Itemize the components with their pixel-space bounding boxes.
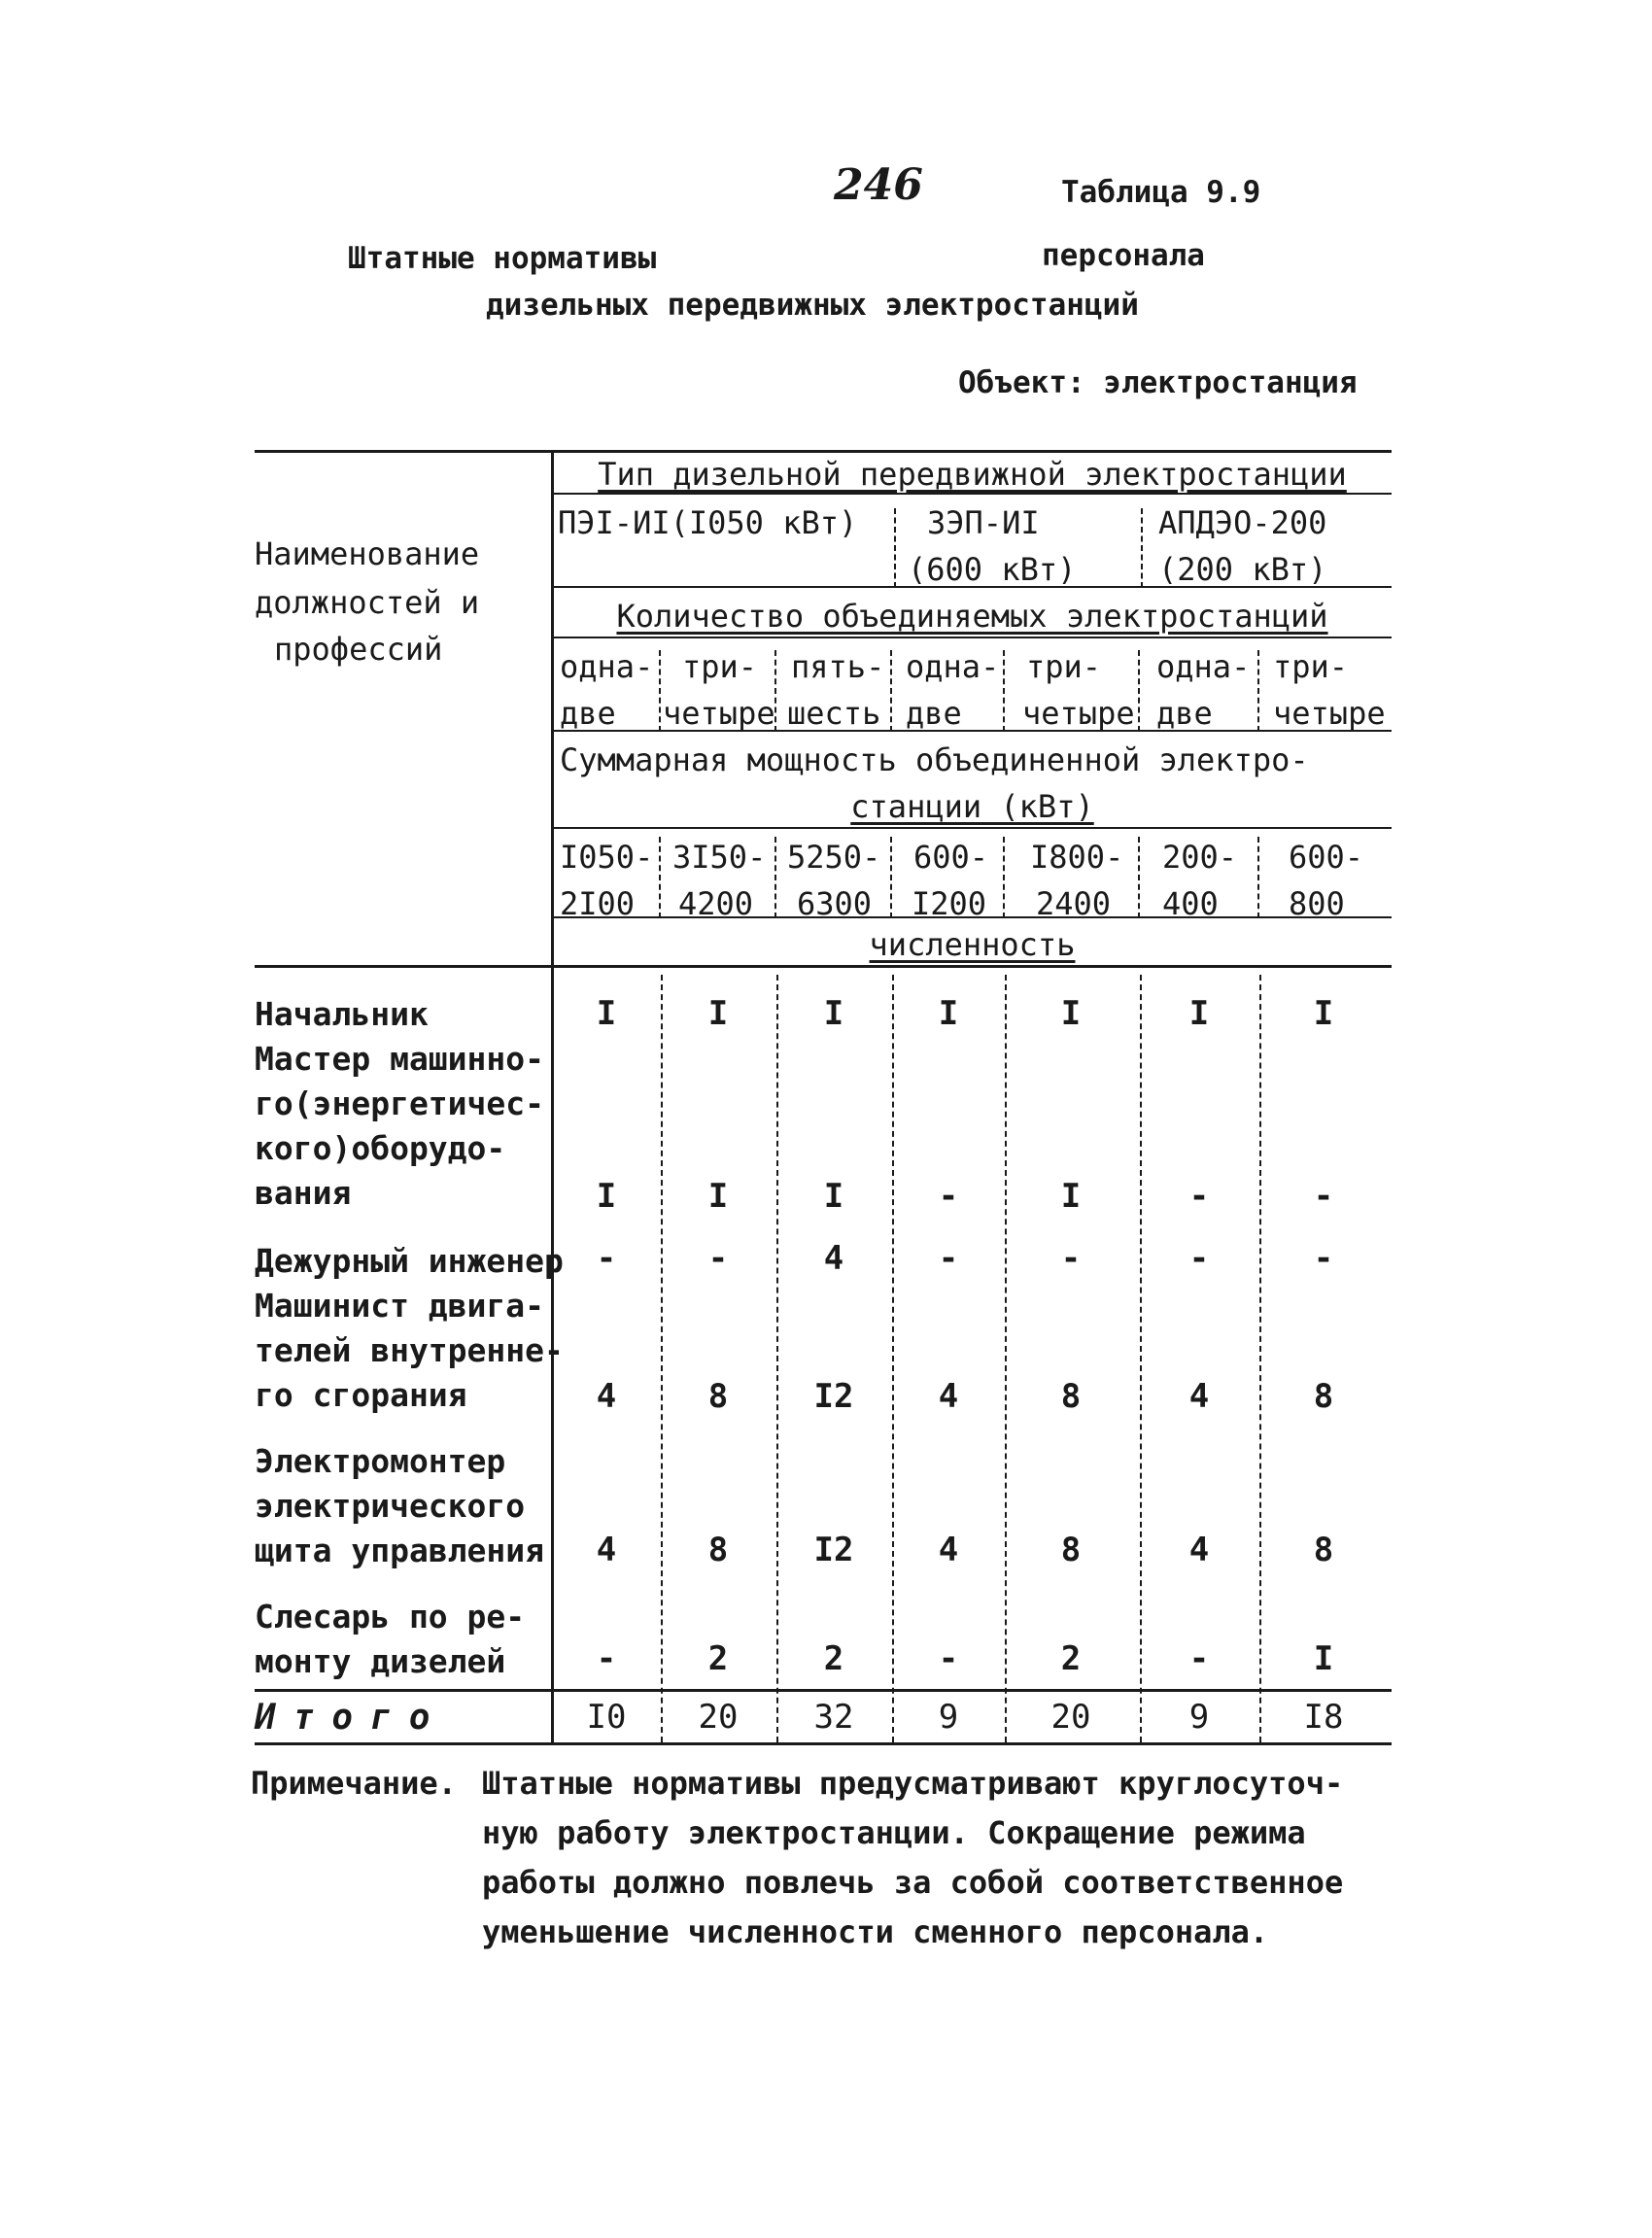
row-3-value-2: - [707, 1239, 729, 1278]
row-5-name-line-2: электрического [255, 1487, 526, 1525]
row-2-value-1: I [596, 1177, 617, 1216]
row-2-value-4: - [938, 1177, 959, 1216]
row-4-value-3: I2 [813, 1377, 854, 1416]
row-5-value-2: 8 [707, 1531, 729, 1569]
type-3-line2: (200 кВт) [1158, 551, 1327, 588]
row-6-value-3: 2 [823, 1639, 844, 1678]
row-3-value-4: - [938, 1239, 959, 1278]
power-1-b: 2I00 [560, 885, 636, 922]
row-4-value-2: 8 [707, 1377, 729, 1416]
note-line-4: уменьшение численности сменного персонала. [482, 1913, 1269, 1950]
row-1-name-line-1: Начальник [255, 995, 429, 1033]
row-5-value-4: 4 [938, 1531, 959, 1569]
count-2-a: три- [682, 648, 758, 685]
total-value-6: 9 [1188, 1698, 1210, 1737]
row-2-name [255, 1037, 544, 1216]
count-6-a: одна- [1156, 648, 1251, 685]
row-1-value-3: I [823, 994, 844, 1033]
row-3-value-5: - [1060, 1239, 1082, 1278]
row-6-name-line-1: Слесарь по ре- [255, 1598, 526, 1635]
power-6-a: 200- [1162, 839, 1238, 876]
row-4-value-6: 4 [1188, 1377, 1210, 1416]
headcount-header: численность [869, 926, 1076, 963]
row-2-name-line-2: го(энергетичес- [255, 1085, 545, 1122]
power-5-a: I800- [1030, 839, 1124, 876]
row-4-name [255, 1284, 564, 1418]
table-label: Таблица 9.9 [1061, 175, 1261, 210]
row-2-value-7: - [1313, 1177, 1334, 1216]
row-3-value-7: - [1313, 1239, 1334, 1278]
type-3-line1: АПДЭО-200 [1158, 504, 1327, 541]
total-value-7: I8 [1303, 1698, 1344, 1737]
count-6-b: две [1156, 695, 1213, 732]
power-5-b: 2400 [1036, 885, 1112, 922]
count-1-b: две [560, 695, 616, 732]
row-3-value-6: - [1188, 1239, 1210, 1278]
row-4-name-line-3: го сгорания [255, 1376, 467, 1414]
row-6-value-2: 2 [707, 1639, 729, 1678]
object-label: Объект: электростанция [958, 365, 1358, 400]
power-4-a: 600- [913, 839, 989, 876]
row-header-label-2: должностей и [255, 584, 480, 621]
title-line1-left: Штатные нормативы [348, 241, 657, 276]
note-line-3: работы должно повлечь за собой соответственное [482, 1864, 1344, 1901]
row-5-value-3: I2 [813, 1531, 854, 1569]
count-1-a: одна- [560, 648, 654, 685]
row-1-value-7: I [1313, 994, 1334, 1033]
page-number: 246 [834, 160, 923, 210]
total-label: Итого [255, 1698, 448, 1738]
power-7-b: 800 [1289, 885, 1345, 922]
row-2-name-line-1: Мастер машинно- [255, 1040, 545, 1078]
row-1-value-1: I [596, 994, 617, 1033]
row-6-value-4: - [938, 1639, 959, 1678]
row-3-value-3: 4 [823, 1239, 844, 1278]
total-value-5: 20 [1050, 1698, 1091, 1737]
row-1-value-2: I [707, 994, 729, 1033]
row-1-value-4: I [938, 994, 959, 1033]
power-4-b: I200 [912, 885, 987, 922]
type-1-line1: ПЭI-ИI(I050 кВт) [558, 504, 858, 541]
row-6-value-6: - [1188, 1639, 1210, 1678]
row-5-name-line-3: щита управления [255, 1532, 545, 1569]
count-3-b: шесть [787, 695, 881, 732]
total-value-4: 9 [938, 1698, 959, 1737]
count-4-a: одна- [906, 648, 1000, 685]
note-label: Примечание. [251, 1765, 457, 1802]
row-1-value-6: I [1188, 994, 1210, 1033]
count-header: Количество объединяемых электростанций [616, 598, 1328, 635]
row-4-value-5: 8 [1060, 1377, 1082, 1416]
row-6-value-7: I [1313, 1639, 1334, 1678]
row-4-value-7: 8 [1313, 1377, 1334, 1416]
row-4-name-line-2: телей внутренне- [255, 1331, 564, 1369]
count-2-b: четыре [663, 695, 775, 732]
staffing-table [255, 450, 1392, 1755]
total-value-1: I0 [586, 1698, 627, 1737]
row-2-value-5: I [1060, 1177, 1082, 1216]
row-5-name [255, 1439, 544, 1573]
row-6-name-line-2: монту дизелей [255, 1642, 506, 1680]
total-value-2: 20 [698, 1698, 739, 1737]
title-line2: дизельных передвижных электростанций [486, 288, 1139, 323]
row-header-label-1: Наименование [255, 535, 480, 572]
row-5-name-line-1: Электромонтер [255, 1442, 506, 1480]
row-6-value-1: - [596, 1639, 617, 1678]
power-2-b: 4200 [678, 885, 754, 922]
row-6-name [255, 1595, 525, 1684]
count-4-b: две [906, 695, 962, 732]
row-3-name-line-1: Дежурный инженер [255, 1242, 564, 1280]
row-4-value-1: 4 [596, 1377, 617, 1416]
row-5-value-7: 8 [1313, 1531, 1334, 1569]
row-2-value-6: - [1188, 1177, 1210, 1216]
count-5-b: четыре [1022, 695, 1135, 732]
row-4-name-line-1: Машинист двига- [255, 1287, 545, 1325]
type-2-line1: 3ЭП-ИI [927, 504, 1040, 541]
row-header-label-3: профессий [274, 631, 443, 668]
row-6-value-5: 2 [1060, 1639, 1082, 1678]
count-7-b: четыре [1273, 695, 1386, 732]
count-5-a: три- [1026, 648, 1102, 685]
type-header: Тип дизельной передвижной электростанции [598, 456, 1347, 493]
row-2-name-line-4: вания [255, 1174, 352, 1212]
row-3-name [255, 1239, 564, 1284]
power-3-b: 6300 [797, 885, 873, 922]
power-7-a: 600- [1289, 839, 1364, 876]
row-2-value-2: I [707, 1177, 729, 1216]
note-line-2: ную работу электростанции. Сокращение режима [482, 1814, 1306, 1851]
power-2-a: 3I50- [672, 839, 767, 876]
power-header-line2: станции (кВт) [850, 788, 1094, 825]
row-2-name-line-3: кого)оборудо- [255, 1129, 506, 1167]
power-6-b: 400 [1162, 885, 1219, 922]
power-header-line1: Суммарная мощность объединенной электро- [560, 741, 1309, 778]
row-5-value-1: 4 [596, 1531, 617, 1569]
power-1-a: I050- [560, 839, 654, 876]
power-3-a: 5250- [787, 839, 881, 876]
count-7-a: три- [1273, 648, 1349, 685]
row-5-value-6: 4 [1188, 1531, 1210, 1569]
row-3-value-1: - [596, 1239, 617, 1278]
row-1-name [255, 992, 429, 1037]
title-line1-right: персонала [1042, 238, 1205, 273]
row-2-value-3: I [823, 1177, 844, 1216]
row-4-value-4: 4 [938, 1377, 959, 1416]
count-3-a: пять- [791, 648, 885, 685]
row-5-value-5: 8 [1060, 1531, 1082, 1569]
total-value-3: 32 [813, 1698, 854, 1737]
type-2-line2: (600 кВт) [908, 551, 1077, 588]
row-1-value-5: I [1060, 994, 1082, 1033]
note-line-1: Штатные нормативы предусматривают круглосуточ- [482, 1765, 1344, 1802]
